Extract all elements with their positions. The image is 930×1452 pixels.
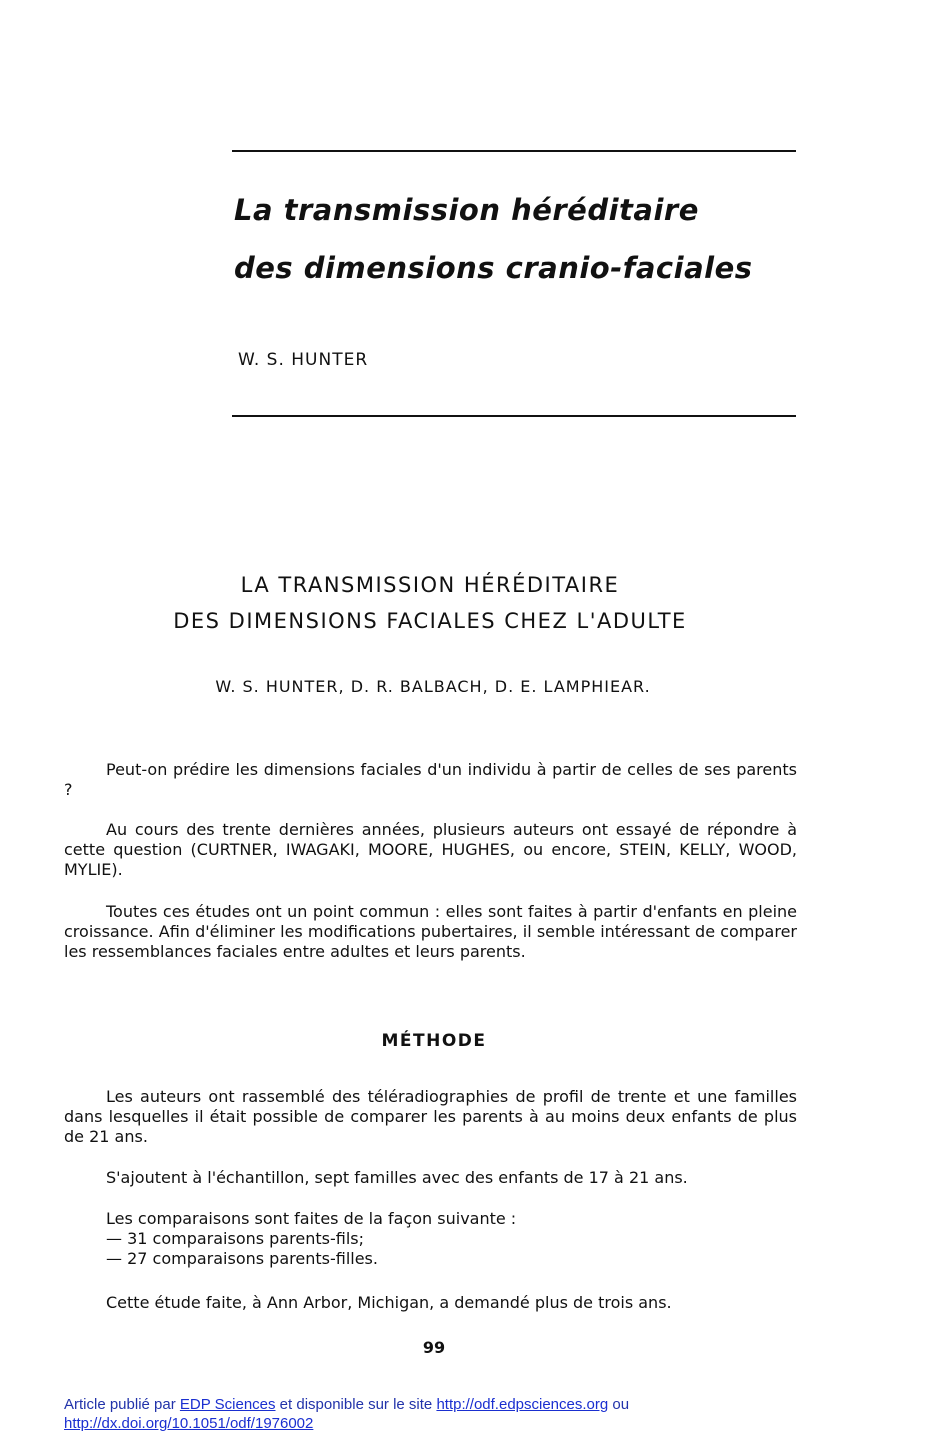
publication-footer [64,1395,629,1433]
page-number: 99 [422,1338,446,1357]
byline: W. S. HUNTER [238,350,369,370]
doi-link[interactable]: http://dx.doi.org/10.1051/odf/1976002 [64,1415,314,1432]
comparisons-list [106,1209,516,1269]
footer-line-2 [64,1414,629,1433]
article-authors: W. S. HUNTER, D. R. BALBACH, D. E. LAMPHIEAR. [215,677,651,696]
closing-paragraph: Cette étude faite, à Ann Arbor, Michigan, a demandé plus de trois ans. [106,1293,672,1312]
intro-paragraph: Peut-on prédire les dimensions faciales d'un individu à partir de celles de ses parents ? [64,760,797,799]
top-rule [232,150,796,152]
method-heading: MÉTHODE [381,1031,487,1051]
comparisons-intro: Les comparaisons sont faites de la façon suivante : [106,1209,517,1228]
comparison-item: — 31 comparaisons parents-fils; [106,1229,364,1248]
method-paragraph: Les auteurs ont rassemblé des téléradiographies de profil de trente et une familles dans lesquelles il était possible de comparer les parents à au moins deux enfants de plus de 21 ans. [64,1087,797,1146]
intro-paragraph: Au cours des trente dernières années, plusieurs auteurs ont essayé de répondre à cette question (CURTNER, IWAGAKI, MOORE, HUGHES, ou encore, STEIN, KELLY, WOOD, MYLIE). [64,820,797,879]
journal-title-line-2: des dimensions cranio-faciales [234,251,753,285]
footer-line-1 [64,1395,629,1414]
footer-suffix: ou [608,1396,630,1413]
bottom-rule [232,415,796,417]
footer-prefix: Article publié par [64,1396,180,1413]
intro-paragraph: Toutes ces études ont un point commun : elles sont faites à partir d'enfants en pleine croissance. Afin d'éliminer les modifications pubertaires, il semble intéressant de comparer les ressemblances faciales entre adultes et leurs parents. [64,902,797,961]
article-heading-line-1: LA TRANSMISSION HÉRÉDITAIRE [240,573,620,597]
method-paragraph: S'ajoutent à l'échantillon, sept familles avec des enfants de 17 à 21 ans. [106,1168,688,1187]
publisher-link[interactable]: EDP Sciences [179,1396,276,1413]
article-heading-line-2: DES DIMENSIONS FACIALES CHEZ L'ADULTE [173,609,687,633]
footer-middle: et disponible sur le site [275,1396,437,1413]
journal-title-line-1: La transmission héréditaire [234,193,699,227]
comparison-item: — 27 comparaisons parents-filles. [106,1249,378,1268]
site-link[interactable]: http://odf.edpsciences.org [436,1396,609,1413]
